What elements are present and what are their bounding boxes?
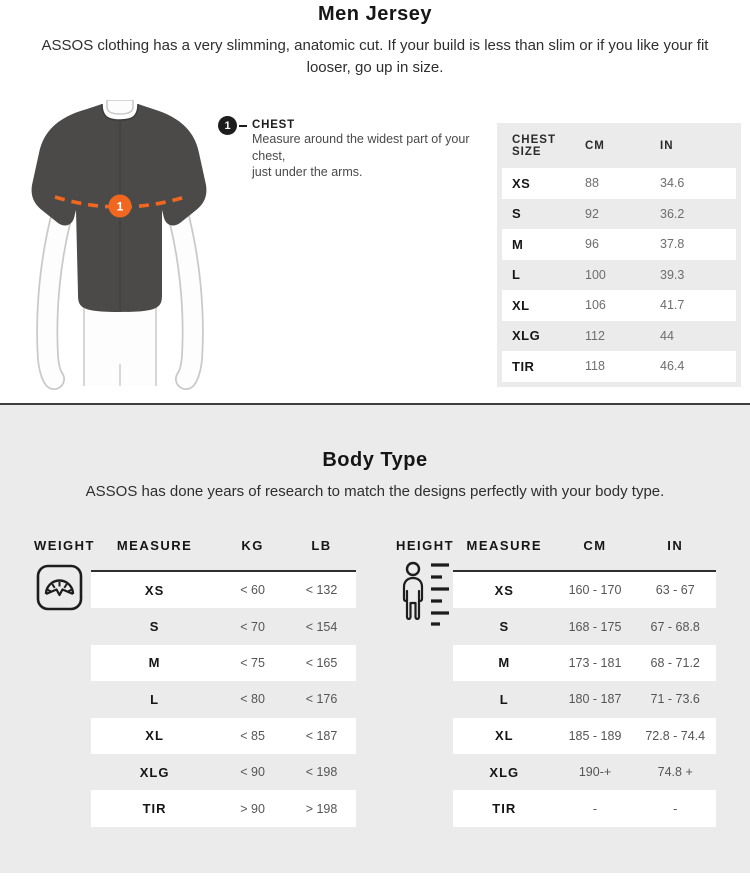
size-value: 96: [585, 237, 599, 252]
size-value: < 75: [240, 655, 265, 670]
size-label: XLG: [139, 764, 170, 780]
size-label: XS: [144, 582, 165, 598]
size-value: 190-+: [578, 765, 612, 780]
body-neck: [107, 100, 133, 114]
size-value: < 187: [305, 728, 338, 743]
chest-size-table: [497, 123, 741, 387]
size-value: 71 - 73.6: [650, 692, 700, 707]
size-value: 36.2: [660, 206, 685, 221]
chest-table-header-cm: CM: [585, 139, 605, 152]
table-row: [453, 645, 716, 681]
size-value: < 176: [305, 692, 338, 707]
chest-annotation: [218, 116, 486, 181]
chest-table-header-size: CHEST SIZE: [512, 133, 556, 158]
size-label: L: [512, 267, 521, 283]
chest-annotation-title: CHEST: [252, 119, 295, 131]
size-label: L: [499, 691, 509, 707]
chest-annotation-text-line2: just under the arms.: [252, 165, 363, 179]
height-table-header: [453, 538, 716, 553]
size-value: 44: [660, 328, 674, 343]
body-type-section: [0, 403, 750, 873]
weight-header-lb: LB: [311, 538, 332, 553]
chest-table-header-in: IN: [660, 139, 674, 152]
size-label: M: [498, 655, 511, 671]
weight-header-kg: KG: [241, 538, 264, 553]
jersey-section: [0, 0, 750, 403]
size-label: XL: [494, 728, 514, 744]
body-type-description: ASSOS has done years of research to match the designs perfectly with your body type.: [85, 483, 665, 500]
table-row: [502, 321, 736, 352]
size-label: XS: [494, 582, 514, 598]
marker-connector-line: [239, 125, 247, 127]
size-label: XLG: [512, 328, 541, 344]
table-row: [91, 645, 356, 681]
size-value: > 90: [240, 801, 265, 816]
size-value: > 198: [305, 801, 338, 816]
size-value: < 70: [240, 619, 265, 634]
size-value: 180 - 187: [568, 692, 622, 707]
table-row: [453, 608, 716, 644]
size-label: XS: [512, 175, 531, 191]
weight-column-label: WEIGHT: [34, 538, 95, 553]
chest-annotation-body: [252, 116, 486, 181]
person-height-icon: [399, 560, 455, 639]
size-value: 37.8: [660, 237, 685, 252]
size-value: 67 - 68.8: [650, 619, 700, 634]
table-row: [502, 290, 736, 321]
weight-header-measure: MEASURE: [116, 538, 193, 553]
table-row: [91, 681, 356, 717]
size-label: TIR: [512, 358, 535, 374]
table-row: [91, 572, 356, 608]
size-value: 41.7: [660, 298, 685, 313]
size-value: 173 - 181: [568, 655, 622, 670]
table-row: [91, 608, 356, 644]
size-value: < 154: [305, 619, 338, 634]
size-label: L: [150, 691, 160, 707]
size-label: XL: [145, 728, 164, 744]
table-row: [502, 229, 736, 260]
size-label: M: [512, 236, 524, 252]
size-value: 72.8 - 74.4: [645, 728, 706, 743]
weight-table-header: [91, 538, 356, 553]
size-label: XLG: [489, 764, 520, 780]
size-value: < 165: [305, 655, 338, 670]
table-row: [502, 199, 736, 230]
size-value: 100: [585, 267, 606, 282]
size-value: < 80: [240, 692, 265, 707]
table-row: [453, 754, 716, 790]
table-row: [91, 790, 356, 826]
scale-icon: [36, 564, 83, 616]
table-row: [502, 351, 736, 382]
size-label: S: [149, 619, 160, 635]
size-label: S: [512, 206, 522, 222]
size-label: XL: [512, 297, 530, 313]
jersey-illustration: [10, 100, 230, 390]
size-label: S: [499, 619, 510, 635]
size-value: 74.8 +: [657, 765, 693, 780]
height-header-cm: CM: [583, 538, 607, 553]
size-value: 185 - 189: [568, 728, 622, 743]
chest-marker-badge: 1: [218, 116, 237, 135]
size-label: TIR: [492, 801, 517, 817]
size-value: < 132: [305, 583, 338, 598]
chest-annotation-text-line1: Measure around the widest part of your chest,: [252, 132, 470, 163]
size-value: 118: [585, 359, 605, 374]
size-label: TIR: [142, 801, 167, 817]
table-row: [502, 260, 736, 291]
size-value: < 90: [240, 765, 265, 780]
size-value: 63 - 67: [655, 583, 695, 598]
height-header-in: IN: [667, 538, 684, 553]
size-value: 160 - 170: [568, 583, 622, 598]
size-value: 106: [585, 298, 606, 313]
chest-marker-number: 1: [116, 199, 124, 214]
size-value: -: [673, 801, 678, 816]
page-title: Men Jersey: [318, 3, 432, 25]
table-row: [91, 754, 356, 790]
height-table: [453, 570, 716, 827]
size-value: 46.4: [660, 359, 685, 374]
size-value: < 198: [305, 765, 338, 780]
body-type-title: Body Type: [322, 449, 428, 471]
size-value: 112: [585, 328, 605, 343]
table-row: [453, 572, 716, 608]
table-row: [502, 168, 736, 199]
table-row: [453, 718, 716, 754]
size-value: < 85: [240, 728, 265, 743]
size-value: 88: [585, 176, 599, 191]
height-header-measure: MEASURE: [466, 538, 543, 553]
size-value: -: [592, 801, 598, 816]
size-value: < 60: [240, 583, 265, 598]
chest-table-rows: [502, 168, 736, 382]
chest-table-header: [502, 123, 736, 168]
table-row: [453, 790, 716, 826]
size-value: 92: [585, 206, 599, 221]
size-label: M: [148, 655, 161, 671]
jersey-description: ASSOS clothing has a very slimming, anatomic cut. If your build is less than slim or if you like your fit looser, go up in size.: [41, 37, 709, 76]
size-value: 34.6: [660, 176, 685, 191]
size-value: 168 - 175: [568, 619, 622, 634]
table-row: [91, 718, 356, 754]
height-column-label: HEIGHT: [396, 538, 455, 553]
weight-table: [91, 570, 356, 827]
size-value: 39.3: [660, 267, 685, 282]
size-value: 68 - 71.2: [650, 655, 700, 670]
table-row: [453, 681, 716, 717]
